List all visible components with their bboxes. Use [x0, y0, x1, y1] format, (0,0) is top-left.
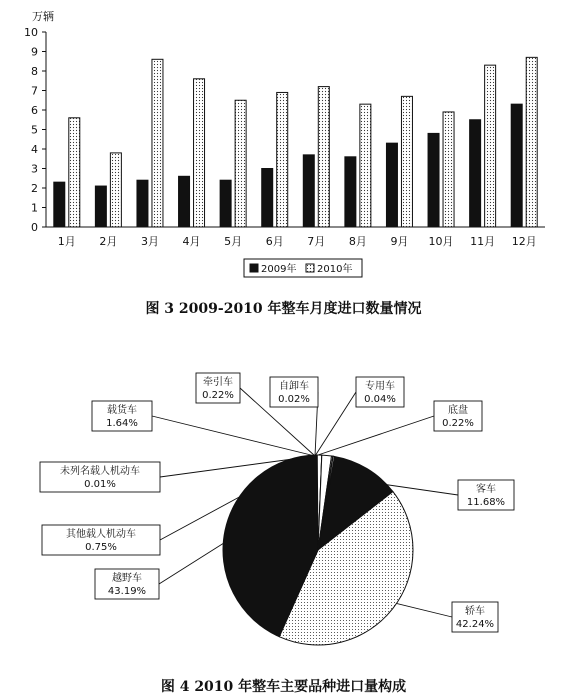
slice-label: 轿车: [465, 606, 485, 617]
bar-2009: [262, 169, 273, 228]
y-tick-label: 9: [31, 45, 38, 59]
slice-value: 1.64%: [106, 418, 138, 429]
figure-4-caption: 图 4 2010 年整车主要品种进口量构成: [160, 679, 407, 695]
bar-2010: [526, 57, 537, 227]
slice-value: 0.22%: [442, 418, 474, 429]
bar-2009: [220, 180, 231, 227]
slice-label: 其他载人机动车: [66, 529, 136, 540]
bar-2009: [345, 157, 356, 227]
legend-label-2010: 2010年: [317, 264, 353, 275]
pie-chart: [0, 355, 567, 675]
y-tick-label: 3: [31, 162, 38, 176]
bar-2010: [277, 92, 288, 227]
bar-2010: [360, 104, 371, 227]
bar-2010: [401, 96, 412, 227]
slice-label: 载货车: [107, 405, 137, 416]
bar-2010: [110, 153, 121, 227]
y-tick-label: 7: [31, 84, 38, 98]
slice-value: 0.04%: [364, 394, 396, 405]
slice-label: 专用车: [365, 381, 395, 392]
bar-2010: [194, 79, 205, 227]
bar-2009: [137, 180, 148, 227]
slice-label: 未列名载人机动车: [60, 466, 140, 477]
slice-value: 0.02%: [278, 394, 310, 405]
x-tick-label: 12月: [511, 235, 537, 248]
leader-line: [315, 416, 434, 456]
y-tick-label: 2: [31, 182, 38, 195]
y-tick-label: 5: [31, 123, 38, 137]
bar-2010: [443, 112, 454, 227]
slice-label: 自卸车: [279, 381, 309, 392]
x-tick-label: 4月: [182, 235, 201, 248]
slice-value: 0.01%: [84, 479, 116, 490]
bar-2009: [303, 155, 314, 227]
x-tick-label: 9月: [390, 235, 409, 248]
x-tick-label: 10月: [428, 235, 454, 248]
slice-label: 牵引车: [203, 377, 233, 388]
legend-label-2009: 2009年: [261, 264, 297, 275]
x-tick-label: 6月: [265, 235, 284, 248]
x-tick-label: 5月: [224, 235, 243, 248]
x-tick-label: 2月: [99, 235, 118, 248]
bar-2009: [470, 120, 481, 227]
bar-2009: [428, 133, 439, 227]
slice-value: 0.75%: [85, 542, 117, 553]
y-tick-label: 6: [31, 104, 38, 117]
bar-chart: [0, 0, 567, 290]
slice-label: 客车: [476, 484, 496, 495]
slice-label: 越野车: [112, 573, 142, 584]
y-axis-unit-label: 万辆: [32, 10, 54, 23]
bar-2010: [152, 59, 163, 227]
x-tick-label: 11月: [470, 235, 496, 248]
bar-2010: [69, 118, 80, 227]
slice-value: 0.22%: [202, 390, 234, 401]
y-tick-label: 8: [31, 65, 38, 78]
legend-swatch-2009: [250, 264, 258, 272]
bar-2009: [386, 143, 397, 227]
bar-2009: [95, 186, 106, 227]
legend-swatch-2010: [306, 264, 314, 272]
x-tick-label: 1月: [57, 235, 76, 248]
bar-2009: [179, 176, 190, 227]
leader-line: [315, 392, 356, 456]
slice-value: 42.24%: [455, 619, 495, 630]
leader-line: [152, 416, 315, 456]
x-tick-label: 7月: [307, 235, 326, 248]
y-tick-label: 4: [31, 143, 38, 156]
slice-label: 底盘: [448, 405, 468, 416]
bar-2009: [511, 104, 522, 227]
bar-2010: [485, 65, 496, 227]
x-tick-label: 8月: [348, 235, 367, 248]
bar-2010: [318, 87, 329, 227]
slice-value: 43.19%: [107, 586, 147, 597]
bar-2010: [235, 100, 246, 227]
figure-3-caption: 图 3 2009-2010 年整车月度进口数量情况: [145, 301, 422, 317]
bar-2009: [54, 182, 65, 227]
y-tick-label: 0: [31, 221, 38, 234]
slice-value: 11.68%: [466, 497, 506, 508]
x-tick-label: 3月: [140, 235, 159, 248]
y-tick-label: 10: [24, 26, 38, 39]
y-tick-label: 1: [31, 201, 38, 215]
